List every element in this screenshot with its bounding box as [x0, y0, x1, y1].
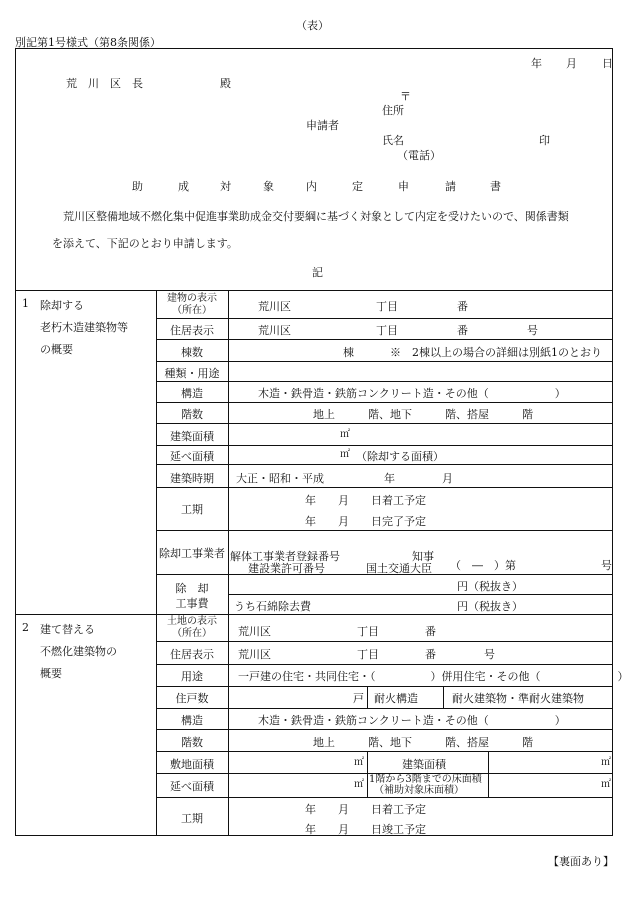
s1-cost-label1: 除 却: [175, 582, 209, 595]
table-rule: [228, 594, 613, 595]
s2-residence-ward: 荒川区: [238, 648, 271, 661]
section2-number: 2: [22, 621, 29, 634]
s2-build-area-unit: ㎡: [601, 757, 611, 768]
table-rule: [443, 686, 444, 708]
s2-floor13-unit: ㎡: [601, 779, 611, 790]
s1-floors-label: 階数: [181, 408, 203, 421]
s2-total-area-unit: ㎡: [354, 779, 364, 790]
s1-buildings-note: ※ 2棟以上の場合の詳細は別紙1のとおり: [390, 346, 602, 359]
s1-built-time-label: 建築時期: [170, 472, 214, 485]
date-month: 月: [566, 57, 577, 70]
s1-contractor-label: 除却工事業者: [159, 547, 225, 560]
table-rule: [367, 686, 368, 708]
s2-structure-value: 木造・鉄骨造・鉄筋コンクリート造・その他（ ）: [258, 714, 566, 727]
s1-contractor-chiji: 知事: [412, 550, 434, 563]
s1-type-use-label: 種類・用途: [164, 367, 220, 380]
s1-built-time-eras: 大正・昭和・平成: [236, 472, 324, 485]
s2-use-label: 用途: [181, 670, 203, 683]
s1-location-ban: 番: [457, 300, 468, 313]
s1-total-area-unit: ㎡: [340, 449, 350, 460]
section-divider: [15, 614, 613, 615]
s2-residence-chome: 丁目: [357, 648, 379, 661]
table-rule: [156, 751, 613, 752]
page-label: （表）: [296, 19, 329, 32]
table-rule: [156, 686, 613, 687]
addressee-name: 荒 川 区 長: [66, 77, 143, 90]
doc-title-7: 申: [398, 180, 409, 193]
s2-site-area-unit: ㎡: [354, 757, 364, 768]
table-rule: [488, 751, 489, 797]
s2-period-end: 年 月 日竣工予定: [305, 823, 426, 836]
applicant-name-label: 氏名: [382, 134, 404, 147]
s1-building-area-unit: ㎡: [340, 429, 350, 440]
body-line-2: を添えて、下記のとおり申請します。: [52, 237, 238, 250]
s1-residence-ban: 番: [457, 324, 468, 337]
s2-floors-label: 階数: [181, 736, 203, 749]
table-rule: [156, 361, 613, 362]
date-year: 年: [531, 57, 542, 70]
postal-mark: 〒: [400, 90, 411, 103]
form-title: 別記第1号様式（第8条関係）: [15, 36, 161, 49]
s2-total-area-label: 延べ面積: [170, 780, 214, 793]
section2-title-line1: 建て替える: [40, 623, 95, 636]
body-line-1: 荒川区整備地域不燃化集中促進事業助成金交付要綱に基づく対象として内定を受けたいので、関係書類: [63, 210, 569, 223]
date-day: 日: [602, 57, 613, 70]
s1-built-time-month: 月: [442, 472, 453, 485]
s2-units-unit: 戸: [353, 692, 364, 705]
s1-residence-label: 住居表示: [170, 324, 214, 337]
section1-title-line2: 老朽木造建築物等: [40, 321, 128, 334]
applicant-label: 申請者: [306, 119, 339, 132]
table-rule: [156, 402, 613, 403]
table-rule: [156, 339, 613, 340]
table-top-border: [15, 290, 613, 291]
s1-cost-yen2: 円（税抜き）: [457, 600, 523, 613]
s1-contractor-go: 号: [601, 559, 612, 572]
s1-location-ward: 荒川区: [258, 300, 291, 313]
s2-site-area-label: 敷地面積: [170, 758, 214, 771]
s2-build-area-label: 建築面積: [402, 758, 446, 771]
s2-fire-label: 耐火構造: [374, 692, 418, 705]
doc-title-3: 対: [220, 180, 231, 193]
s2-period-label: 工期: [181, 812, 203, 825]
s2-land-label1: 土地の表示: [167, 616, 217, 627]
table-rule: [228, 290, 229, 836]
s1-buildings-label: 棟数: [181, 346, 203, 359]
s1-residence-go: 号: [527, 324, 538, 337]
s1-location-label1: 建物の表示: [167, 293, 217, 304]
s1-residence-ward: 荒川区: [258, 324, 291, 337]
s2-land-label2: （所在）: [172, 628, 212, 639]
s1-buildings-unit: 棟: [343, 346, 354, 359]
table-rule: [367, 751, 368, 797]
applicant-phone: （電話）: [397, 149, 441, 162]
applicant-seal: 印: [539, 134, 550, 147]
table-rule: [156, 423, 613, 424]
addressee-honorific: 殿: [220, 77, 231, 90]
doc-title-6: 定: [352, 180, 363, 193]
doc-title-9: 書: [490, 180, 501, 193]
section2-title-line3: 概要: [40, 667, 62, 680]
s2-land-ward: 荒川区: [238, 625, 271, 638]
s1-contractor-reg1: 解体工事業者登録番号: [230, 550, 340, 563]
doc-title-1: 助: [132, 180, 143, 193]
s1-period-label: 工期: [181, 503, 203, 516]
doc-title-4: 象: [263, 180, 274, 193]
s2-land-chome: 丁目: [357, 625, 379, 638]
s1-built-time-year: 年: [384, 472, 395, 485]
table-rule: [156, 797, 613, 798]
s1-structure-label: 構造: [181, 387, 203, 400]
section1-title-line3: の概要: [40, 343, 73, 356]
s2-floor13-line1: 1階から3階までの床面積: [369, 774, 482, 785]
s1-period-end: 年 月 日完了予定: [305, 515, 426, 528]
s2-structure-label: 構造: [181, 714, 203, 727]
s2-land-ban: 番: [425, 625, 436, 638]
table-rule: [156, 708, 613, 709]
s1-contractor-num: （ ― ）第: [450, 559, 516, 572]
s2-period-start: 年 月 日着工予定: [305, 803, 426, 816]
s1-total-area-note: （除却する面積）: [356, 450, 444, 463]
s2-floor13-line2: （補助対象床面積）: [374, 785, 464, 796]
s2-use-value: 一戸建の住宅・共同住宅・（ ）併用住宅・その他（ ）: [238, 670, 629, 683]
table-rule: [156, 487, 613, 488]
table-rule: [156, 641, 613, 642]
section2-title-line2: 不燃化建築物の: [40, 645, 117, 658]
s1-total-area-label: 延べ面積: [170, 450, 214, 463]
s2-residence-ban: 番: [425, 648, 436, 661]
s1-residence-chome: 丁目: [376, 324, 398, 337]
s1-structure-value: 木造・鉄骨造・鉄筋コンクリート造・その他（ ）: [258, 387, 566, 400]
s1-location-chome: 丁目: [376, 300, 398, 313]
s2-fire-value: 耐火建築物・準耐火建築物: [452, 692, 584, 705]
s2-residence-label: 住居表示: [170, 648, 214, 661]
s1-location-label2: （所在）: [172, 305, 212, 316]
s1-building-area-label: 建築面積: [170, 430, 214, 443]
footer-note: 【裏面あり】: [548, 855, 614, 868]
s2-units-label: 住戸数: [175, 692, 209, 705]
table-rule: [156, 464, 613, 465]
section1-number: 1: [22, 297, 29, 310]
table-rule: [156, 664, 613, 665]
s1-cost-yen1: 円（税抜き）: [457, 580, 523, 593]
s1-floors-value: 地上 階、地下 階、搭屋 階: [313, 408, 533, 421]
table-rule: [156, 318, 613, 319]
table-rule: [156, 530, 613, 531]
applicant-address-label: 住所: [382, 104, 404, 117]
s1-contractor-reg2: 建設業許可番号: [248, 562, 325, 575]
s1-period-start: 年 月 日着工予定: [305, 494, 426, 507]
ki-label: 記: [312, 266, 323, 279]
s1-cost-asbestos: うち石綿除去費: [234, 600, 311, 613]
s1-contractor-minister: 国土交通大臣: [366, 562, 432, 575]
table-rule: [156, 445, 613, 446]
doc-title-2: 成: [178, 180, 189, 193]
table-rule: [156, 381, 613, 382]
doc-title-8: 請: [445, 180, 456, 193]
doc-title-5: 内: [306, 180, 317, 193]
s2-floors-value: 地上 階、地下 階、搭屋 階: [313, 736, 533, 749]
table-rule: [156, 729, 613, 730]
s2-residence-go: 号: [484, 648, 495, 661]
s1-cost-label2: 工事費: [175, 597, 209, 610]
section1-title-line1: 除却する: [40, 299, 84, 312]
